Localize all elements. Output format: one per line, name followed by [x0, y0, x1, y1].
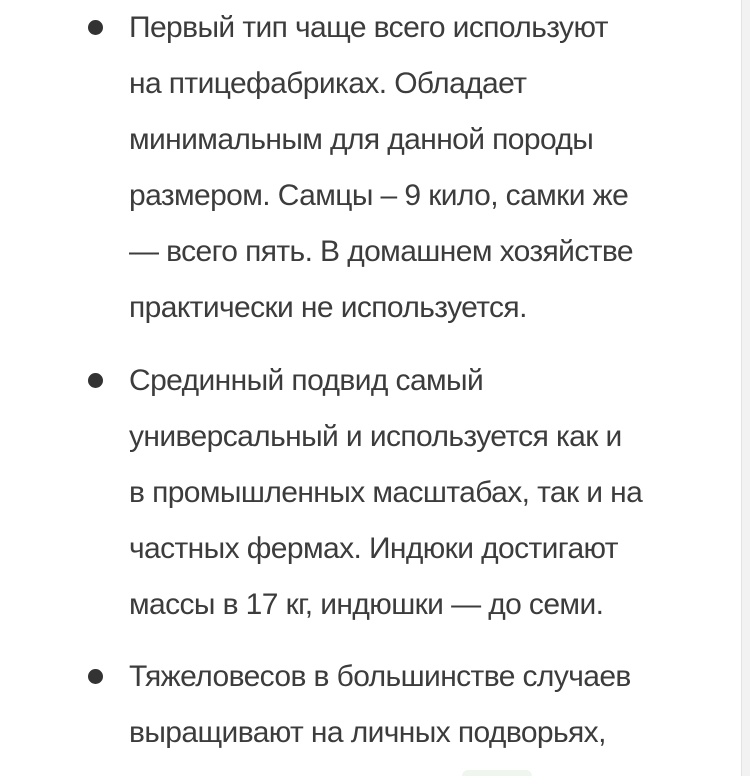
text-line: практически не используется. [129, 291, 527, 324]
bullet-dot-icon [88, 20, 103, 35]
list-item-text [129, 0, 699, 336]
cropped-element-edge [462, 770, 532, 776]
list-item-text [129, 649, 699, 761]
text-line: на птицефабриках. Обладает [129, 67, 527, 100]
bullet-dot-icon [88, 669, 103, 684]
text-line: Первый тип чаще всего используют [129, 11, 608, 44]
text-line: Тяжеловесов в большинстве случаев [129, 660, 631, 693]
text-line: универсальный и используется как и [129, 420, 622, 453]
bullet-dot-icon [88, 373, 103, 388]
text-line: минимальным для данной породы [129, 123, 594, 156]
text-line: массы в 17 кг, индюшки — до семи. [129, 588, 604, 621]
text-line: в промышленных масштабах, так и на [129, 476, 643, 509]
text-line: частных фермах. Индюки достигают [129, 532, 618, 565]
text-line: размером. Самцы – 9 кило, самки же [129, 179, 629, 212]
text-line: Срединный подвид самый [129, 364, 484, 397]
list-item-text [129, 353, 699, 633]
scrollbar[interactable] [741, 0, 750, 776]
text-line: — всего пять. В домашнем хозяйстве [129, 235, 633, 268]
text-line: выращивают на личных подворьях, [129, 716, 606, 749]
